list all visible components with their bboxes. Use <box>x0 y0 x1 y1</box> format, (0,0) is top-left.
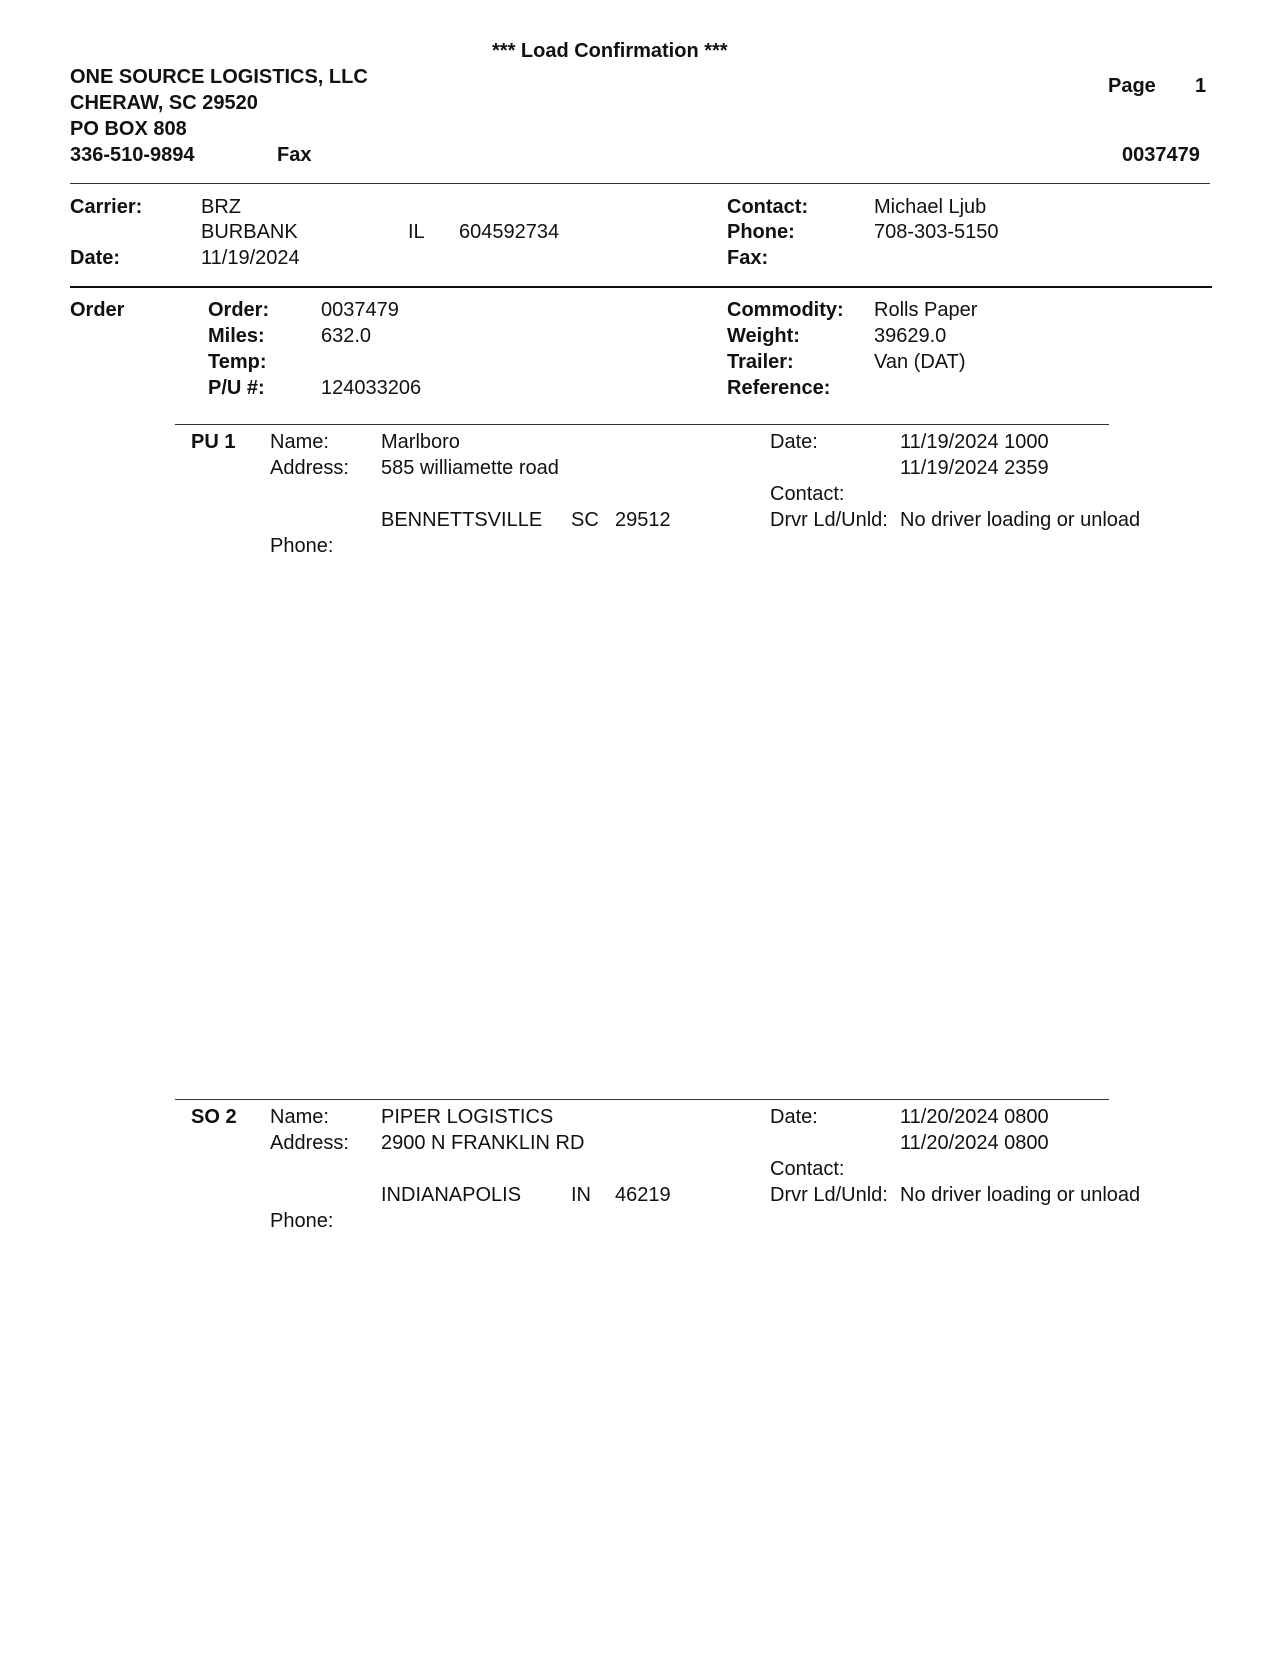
carrier-state: IL <box>408 221 425 243</box>
header-divider <box>70 183 1210 184</box>
pu-number-label: P/U #: <box>208 377 265 399</box>
order-number-label: Order: <box>208 299 270 321</box>
stop-1-name-label: Name: <box>270 431 329 453</box>
stop-1-date-to: 11/19/2024 2359 <box>900 457 1049 479</box>
stop-2-address: 2900 N FRANKLIN RD <box>381 1132 585 1154</box>
stop-1-date-from: 11/19/2024 1000 <box>900 431 1049 453</box>
company-name: ONE SOURCE LOGISTICS, LLC <box>70 66 368 88</box>
stop-1-code: PU 1 <box>191 431 236 453</box>
stop-2-name-label: Name: <box>270 1106 329 1128</box>
stop-2-driver-label: Drvr Ld/Unld: <box>770 1184 888 1206</box>
page-label: Page <box>1108 75 1156 97</box>
stop-2-divider <box>175 1099 1109 1100</box>
company-city: CHERAW, SC 29520 <box>70 92 258 114</box>
carrier-phone-label: Phone: <box>727 221 795 243</box>
reference-label: Reference: <box>727 377 831 399</box>
stop-2-driver-value: No driver loading or unload <box>900 1184 1141 1206</box>
temp-label: Temp: <box>208 351 267 373</box>
document-title: *** Load Confirmation *** <box>492 40 728 62</box>
stop-2-name: PIPER LOGISTICS <box>381 1106 554 1128</box>
stop-1-state: SC <box>571 509 599 531</box>
order-number: 0037479 <box>321 299 399 321</box>
order-section-label: Order <box>70 299 125 321</box>
stop-1-driver-value: No driver loading or unload <box>900 509 1141 531</box>
stop-1-address-label: Address: <box>270 457 349 479</box>
stop-1-address: 585 williamette road <box>381 457 559 479</box>
carrier-city: BURBANK <box>201 221 298 243</box>
stop-1-divider <box>175 424 1109 425</box>
stop-2-phone-label: Phone: <box>270 1210 334 1232</box>
carrier-label: Carrier: <box>70 196 143 218</box>
trailer-value: Van (DAT) <box>874 351 966 373</box>
stop-2-date-from: 11/20/2024 0800 <box>900 1106 1049 1128</box>
stop-2-date-label: Date: <box>770 1106 818 1128</box>
carrier-zip: 604592734 <box>459 221 560 243</box>
stop-1-name: Marlboro <box>381 431 460 453</box>
miles-label: Miles: <box>208 325 265 347</box>
carrier-contact-label: Contact: <box>727 196 809 218</box>
company-po-box: PO BOX 808 <box>70 118 187 140</box>
stop-2-address-label: Address: <box>270 1132 349 1154</box>
stop-1-zip: 29512 <box>615 509 671 531</box>
stop-1-city: BENNETTSVILLE <box>381 509 543 531</box>
stop-2-code: SO 2 <box>191 1106 237 1128</box>
company-fax-label: Fax <box>277 144 312 166</box>
carrier-divider <box>70 286 1212 288</box>
weight-value: 39629.0 <box>874 325 947 347</box>
weight-label: Weight: <box>727 325 800 347</box>
carrier-contact: Michael Ljub <box>874 196 987 218</box>
stop-2-contact-label: Contact: <box>770 1158 845 1180</box>
doc-number: 0037479 <box>1122 144 1200 166</box>
stop-2-city: INDIANAPOLIS <box>381 1184 522 1206</box>
stop-1-driver-label: Drvr Ld/Unld: <box>770 509 888 531</box>
carrier-name: BRZ <box>201 196 241 218</box>
stop-2-state: IN <box>571 1184 591 1206</box>
stop-1-phone-label: Phone: <box>270 535 334 557</box>
stop-1-date-label: Date: <box>770 431 818 453</box>
carrier-date-label: Date: <box>70 247 121 269</box>
company-phone: 336-510-9894 <box>70 144 195 166</box>
stop-2-zip: 46219 <box>615 1184 671 1206</box>
pu-number: 124033206 <box>321 377 422 399</box>
miles-value: 632.0 <box>321 325 372 347</box>
carrier-phone: 708-303-5150 <box>874 221 999 243</box>
stop-1-contact-label: Contact: <box>770 483 845 505</box>
page-number: 1 <box>1195 75 1207 97</box>
commodity-value: Rolls Paper <box>874 299 978 321</box>
carrier-fax-label: Fax: <box>727 247 769 269</box>
stop-2-date-to: 11/20/2024 0800 <box>900 1132 1049 1154</box>
commodity-label: Commodity: <box>727 299 844 321</box>
carrier-date: 11/19/2024 <box>201 247 300 269</box>
trailer-label: Trailer: <box>727 351 794 373</box>
